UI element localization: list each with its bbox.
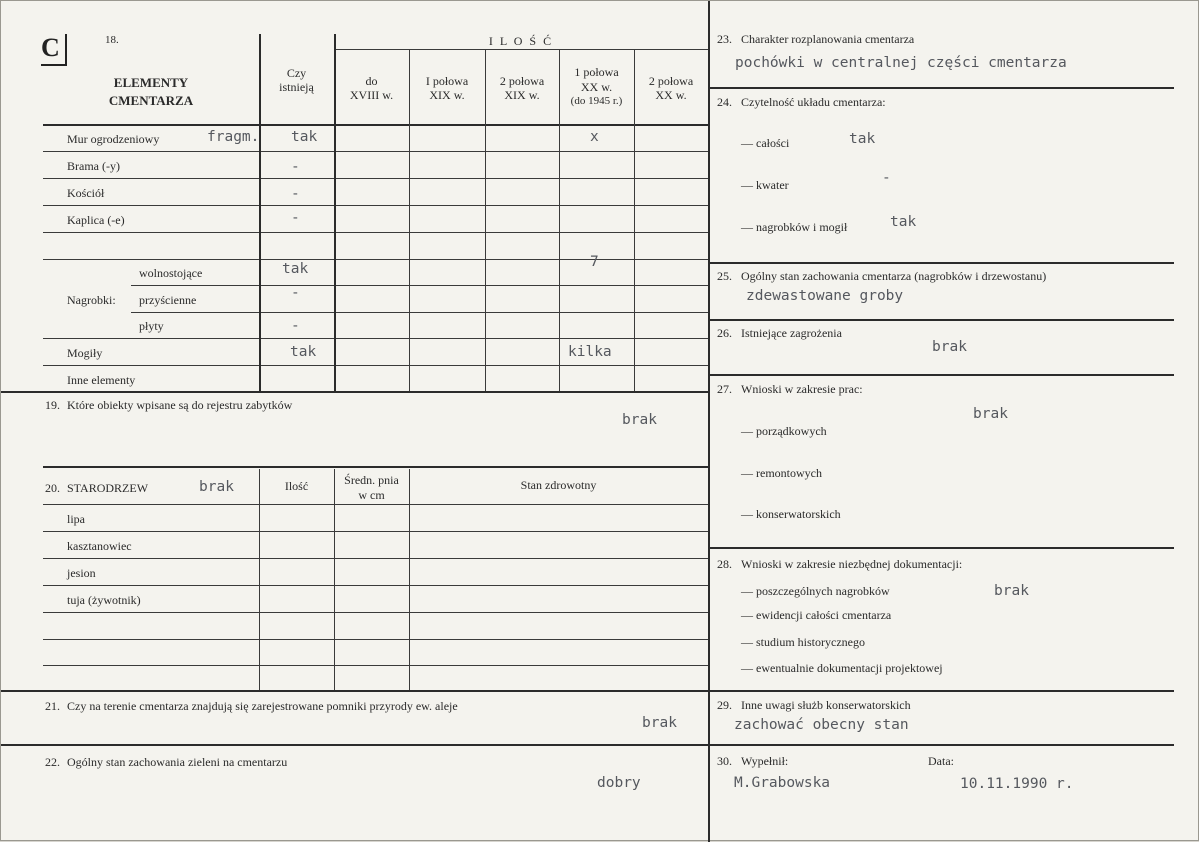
s24-item-value: tak bbox=[890, 214, 917, 230]
s24-label: Czytelność układu cmentarza: bbox=[741, 95, 886, 109]
s19-label: Które obiekty wpisane są do rejestru zabytków bbox=[67, 398, 293, 412]
rule bbox=[131, 285, 708, 286]
s19-value: brak bbox=[622, 412, 657, 428]
period-header-2-line1: I połowa bbox=[425, 74, 469, 88]
s18-number: 18. bbox=[105, 34, 119, 46]
s25-label: Ogólny stan zachowania cmentarza (nagrobków i drzewostanu) bbox=[741, 269, 1047, 283]
rule bbox=[334, 469, 335, 690]
s28-item: — ewentualnie dokumentacji projektowej bbox=[741, 661, 943, 675]
typed-mogily-count: kilka bbox=[568, 344, 612, 360]
rule bbox=[43, 531, 708, 532]
s24-item-value: - bbox=[882, 170, 891, 186]
rule bbox=[708, 744, 1174, 746]
s20-number: 20. bbox=[45, 481, 60, 495]
s22-value: dobry bbox=[597, 775, 641, 791]
s20-label: STARODRZEW bbox=[67, 481, 149, 495]
rule bbox=[43, 504, 708, 505]
typed-wolnostojace-exists: tak bbox=[282, 261, 309, 277]
s20-value: brak bbox=[199, 479, 234, 495]
col-exists-header-line1: Czy bbox=[286, 66, 307, 80]
rule bbox=[1, 690, 708, 692]
s21-label: Czy na terenie cmentarza znajdują się zarejestrowane pomniki przyrody ew. aleje bbox=[67, 699, 458, 713]
rule bbox=[43, 124, 708, 126]
period-header-5-line2: XX w. bbox=[655, 88, 687, 102]
row-label-przyscienne: przyścienne bbox=[139, 293, 197, 307]
typed-brama: - bbox=[291, 159, 300, 175]
rule bbox=[43, 466, 708, 468]
rule bbox=[43, 151, 708, 152]
section-letter-box bbox=[41, 34, 67, 66]
typed-mogily-exists: tak bbox=[290, 344, 317, 360]
s20-col-sredn-line1: Średn. pnia bbox=[344, 473, 399, 487]
s18-title-line2: CMENTARZA bbox=[108, 93, 194, 108]
period-header-1-line1: do bbox=[365, 74, 378, 88]
s24-item-value: tak bbox=[849, 131, 876, 147]
s20-col-ilosc: Ilość bbox=[284, 479, 309, 493]
s24-item-label: — całości bbox=[741, 136, 790, 150]
s27-number: 27. bbox=[717, 382, 732, 396]
s28-number: 28. bbox=[717, 557, 732, 571]
s23-label: Charakter rozplanowania cmentarza bbox=[741, 32, 915, 46]
period-header-4-line1: 1 połowa bbox=[574, 65, 619, 79]
ilosc-header: I L O Ś Ć bbox=[488, 34, 554, 48]
s27-item: — remontowych bbox=[741, 466, 822, 480]
tree-row-label: kasztanowiec bbox=[67, 539, 132, 553]
row-label-inne: Inne elementy bbox=[67, 373, 136, 387]
s20-col-sredn-line2: w cm bbox=[358, 488, 385, 502]
typed-kaplica: - bbox=[291, 210, 300, 226]
rule bbox=[43, 259, 708, 260]
s21-value: brak bbox=[642, 715, 677, 731]
row-label-wolnostojace: wolnostojące bbox=[139, 266, 203, 280]
row-label-kosciol: Kościół bbox=[67, 186, 105, 200]
s30-date-value: 10.11.1990 r. bbox=[960, 776, 1074, 792]
rule bbox=[43, 665, 708, 666]
s28-item: — poszczególnych nagrobków bbox=[741, 584, 890, 598]
typed-plyty: - bbox=[291, 318, 300, 334]
rule bbox=[708, 262, 1174, 264]
row-label-nagrobki: Nagrobki: bbox=[67, 293, 116, 307]
rule bbox=[43, 365, 708, 366]
s27-item: — porządkowych bbox=[741, 424, 827, 438]
s28-item: — studium historycznego bbox=[741, 635, 865, 649]
row-label-mogily: Mogiły bbox=[67, 346, 103, 360]
period-header-3-line1: 2 połowa bbox=[499, 74, 545, 88]
period-header-5-line1: 2 połowa bbox=[648, 74, 694, 88]
s28-value: brak bbox=[994, 583, 1029, 599]
rule bbox=[1, 391, 708, 393]
period-header-4-line3: (do 1945 r.) bbox=[570, 95, 623, 107]
column-divider bbox=[708, 1, 710, 842]
rule bbox=[708, 87, 1174, 89]
s22-label: Ogólny stan zachowania zieleni na cmentarzu bbox=[67, 755, 288, 769]
s29-number: 29. bbox=[717, 698, 732, 712]
rule bbox=[43, 639, 708, 640]
row-label-plyty: płyty bbox=[139, 319, 164, 333]
s27-value: brak bbox=[973, 406, 1008, 422]
s20-col-stan: Stan zdrowotny bbox=[520, 478, 597, 492]
s23-number: 23. bbox=[717, 32, 732, 46]
rule bbox=[708, 547, 1174, 549]
rule bbox=[43, 585, 708, 586]
row-label-kaplica: Kaplica (-e) bbox=[67, 213, 125, 227]
rule bbox=[43, 558, 708, 559]
period-header-4-line2: XX w. bbox=[580, 80, 613, 94]
s23-value: pochówki w centralnej części cmentarza bbox=[735, 55, 1067, 71]
typed-kosciol: - bbox=[291, 186, 300, 202]
rule bbox=[43, 612, 708, 613]
rule bbox=[43, 178, 708, 179]
period-header-1-line2: XVIII w. bbox=[349, 88, 394, 102]
rule bbox=[131, 312, 708, 313]
rule bbox=[43, 232, 708, 233]
s19-number: 19. bbox=[45, 398, 60, 412]
rule bbox=[43, 338, 708, 339]
rule bbox=[334, 34, 336, 391]
s22-number: 22. bbox=[45, 755, 60, 769]
rule bbox=[708, 374, 1174, 376]
s21-number: 21. bbox=[45, 699, 60, 713]
s26-label: Istniejące zagrożenia bbox=[741, 326, 842, 340]
typed-przyscienne: - bbox=[291, 285, 300, 301]
rule bbox=[409, 469, 410, 690]
s30-label: Wypełnił: bbox=[741, 754, 789, 768]
rule bbox=[1, 744, 708, 746]
s24-item-label: — nagrobków i mogił bbox=[741, 220, 848, 234]
tree-row-label: tuja (żywotnik) bbox=[67, 593, 141, 607]
s25-value: zdewastowane groby bbox=[746, 288, 904, 304]
row-label-brama: Brama (-y) bbox=[67, 159, 120, 173]
typed-wolnostojace-count: 7 bbox=[590, 254, 599, 270]
s30-number: 30. bbox=[717, 754, 732, 768]
s27-label: Wnioski w zakresie prac: bbox=[741, 382, 863, 396]
s28-item: — ewidencji całości cmentarza bbox=[741, 608, 892, 622]
s26-number: 26. bbox=[717, 326, 732, 340]
rule bbox=[259, 469, 260, 690]
period-header-3-line2: XIX w. bbox=[504, 88, 540, 102]
s30-date-label: Data: bbox=[928, 754, 954, 768]
s26-value: brak bbox=[932, 339, 967, 355]
s27-item: — konserwatorskich bbox=[741, 507, 841, 521]
s29-label: Inne uwagi służb konserwatorskich bbox=[741, 698, 911, 712]
s18-title-line1: ELEMENTY bbox=[113, 75, 189, 90]
col-exists-header-line2: istnieją bbox=[279, 80, 314, 94]
rule bbox=[708, 319, 1174, 321]
typed-mur-exists: tak bbox=[291, 129, 318, 145]
rule bbox=[43, 205, 708, 206]
typed-mur-x: x bbox=[590, 129, 599, 145]
s24-number: 24. bbox=[717, 95, 732, 109]
typed-mur-fragm: fragm. bbox=[207, 129, 260, 145]
rule bbox=[334, 49, 708, 50]
row-label-mur: Mur ogrodzeniowy bbox=[67, 132, 160, 146]
s25-number: 25. bbox=[717, 269, 732, 283]
s29-value: zachować obecny stan bbox=[734, 717, 909, 733]
s24-item-label: — kwater bbox=[741, 178, 789, 192]
section-letter: C bbox=[41, 33, 60, 62]
period-header-2-line2: XIX w. bbox=[429, 88, 465, 102]
s30-filled-by: M.Grabowska bbox=[734, 775, 831, 791]
s28-label: Wnioski w zakresie niezbędnej dokumentacji: bbox=[741, 557, 963, 571]
tree-row-label: jesion bbox=[67, 566, 96, 580]
tree-row-label: lipa bbox=[67, 512, 85, 526]
rule bbox=[708, 690, 1174, 692]
